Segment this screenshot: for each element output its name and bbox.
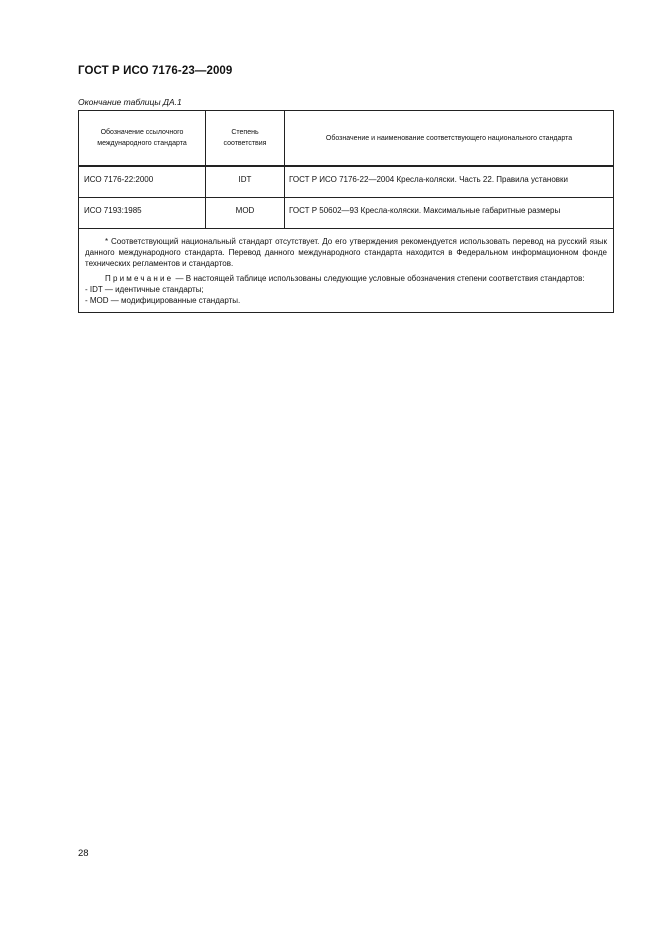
table-header-row [79, 111, 614, 167]
cell-national-standard: ГОСТ Р ИСО 7176-22—2004 Кресла-коляски. Часть 22. Правила установки [285, 166, 614, 198]
correspondence-table [78, 110, 614, 313]
note-item-idt: - IDT — идентичные стандарты; [85, 285, 204, 294]
note-item-mod: - MOD — модифицированные стандарты. [85, 296, 241, 305]
cell-degree: MOD [206, 198, 285, 229]
notes-row [79, 229, 614, 313]
header-intl-standard: Обозначение ссылочного международного стандарта [79, 111, 206, 167]
table-row [79, 198, 614, 229]
document-header: ГОСТ Р ИСО 7176-23—2009 [78, 65, 233, 77]
note-label: Примечание [105, 274, 174, 283]
table [78, 110, 614, 313]
note [85, 273, 607, 284]
header-national-standard: Обозначение и наименование соответствующего национального стандарта [285, 111, 614, 167]
page-number: 28 [78, 848, 89, 859]
cell-degree: IDT [206, 166, 285, 198]
cell-intl-standard: ИСО 7176-22:2000 [79, 166, 206, 198]
note-text: — В настоящей таблице использованы следующие условные обозначения степени соответствия стандартов: [173, 274, 585, 283]
table-row [79, 166, 614, 198]
footnote: * Соответствующий национальный стандарт отсутствует. До его утверждения рекомендуется использовать перевод на русский язык данного международного стандарта. Перевод данного международного стандарта находится в Федеральном информационном фонде технических регламентов и стандартов. [85, 237, 607, 268]
cell-national-standard: ГОСТ Р 50602—93 Кресла-коляски. Максимальные габаритные размеры [285, 198, 614, 229]
cell-intl-standard: ИСО 7193:1985 [79, 198, 206, 229]
table-caption: Окончание таблицы ДА.1 [78, 97, 182, 107]
header-degree: Степень соответствия [206, 111, 285, 167]
notes-cell [79, 229, 614, 313]
